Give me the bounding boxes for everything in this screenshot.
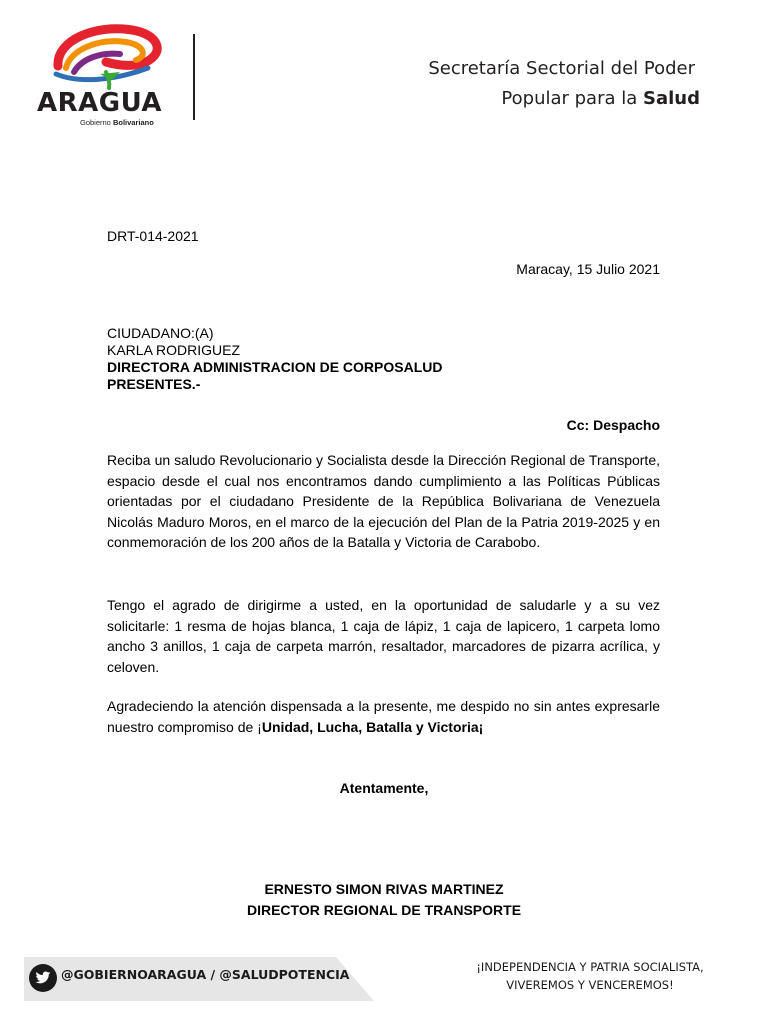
closing-text: Atentamente, (339, 780, 429, 796)
recipient-name: KARLA RODRIGUEZ (107, 342, 241, 358)
recipient-presentes: PRESENTES.- (107, 376, 201, 392)
footer-motto (462, 958, 718, 994)
secretaria-title-line1: Secretaría Sectorial del Poder (428, 58, 695, 79)
secretaria-title-line2: Popular para la Salud (501, 88, 700, 109)
signature-block (0, 879, 768, 921)
paragraph-request: Tengo el agrado de dirigirme a usted, en la oportunidad de saludarle y a su vez solicitarle: 1 resma de hojas blanca, 1 caja de lápiz, 1 caja de lapicero, 1 carpeta lomo ancho 3 anillos, 1 caja de carpeta marrón, resaltador, marcadores de pizarra acrílica, y celoven. (107, 597, 660, 675)
paragraph-greeting: Reciba un saludo Revolucionario y Socialista desde la Dirección Regional de Transporte, espacio desde el cual nos encontramos dando cumplimiento a las Políticas Públicas orientadas por el ciudadano Presidente de la República Bolivariana de Venezuela Nicolás Maduro Moros, en el marco de la ejecución del Plan de la Patria 2019-2025 y en conmemoración de los 200 años de la Batalla y Victoria de Carabobo. (107, 452, 660, 551)
signer-name: ERNESTO SIMON RIVAS MARTINEZ (264, 881, 504, 897)
motto-line2: VIVEREMOS Y VENCEREMOS! (506, 978, 674, 992)
carbon-copy: Cc: Despacho (566, 417, 660, 433)
recipient-position: DIRECTORA ADMINISTRACION DE CORPOSALUD (107, 359, 443, 375)
letter-date: Maracay, 15 Julio 2021 (516, 261, 660, 277)
motto-line1: ¡INDEPENDENCIA Y PATRIA SOCIALISTA, (476, 960, 704, 974)
twitter-bird-icon (29, 964, 57, 992)
reference-number: DRT-014-2021 (107, 228, 199, 244)
social-handles: @GOBIERNOARAGUA / @SALUDPOTENCIA (61, 967, 350, 982)
recipient-block (107, 325, 443, 393)
recipient-salutation: CIUDADANO:(A) (107, 325, 214, 341)
signer-title: DIRECTOR REGIONAL DE TRANSPORTE (246, 902, 522, 918)
logo-subtitle: Gobierno Bolivariano (80, 118, 154, 127)
logo-wordmark: ARAGUA (37, 88, 163, 118)
header-divider (193, 34, 195, 120)
paragraph-farewell: Agradeciendo la atención dispensada a la presente, me despido no sin antes expresarle nuestro compromiso de ¡Unidad, Lucha, Batalla y Victoria¡ (107, 698, 660, 735)
